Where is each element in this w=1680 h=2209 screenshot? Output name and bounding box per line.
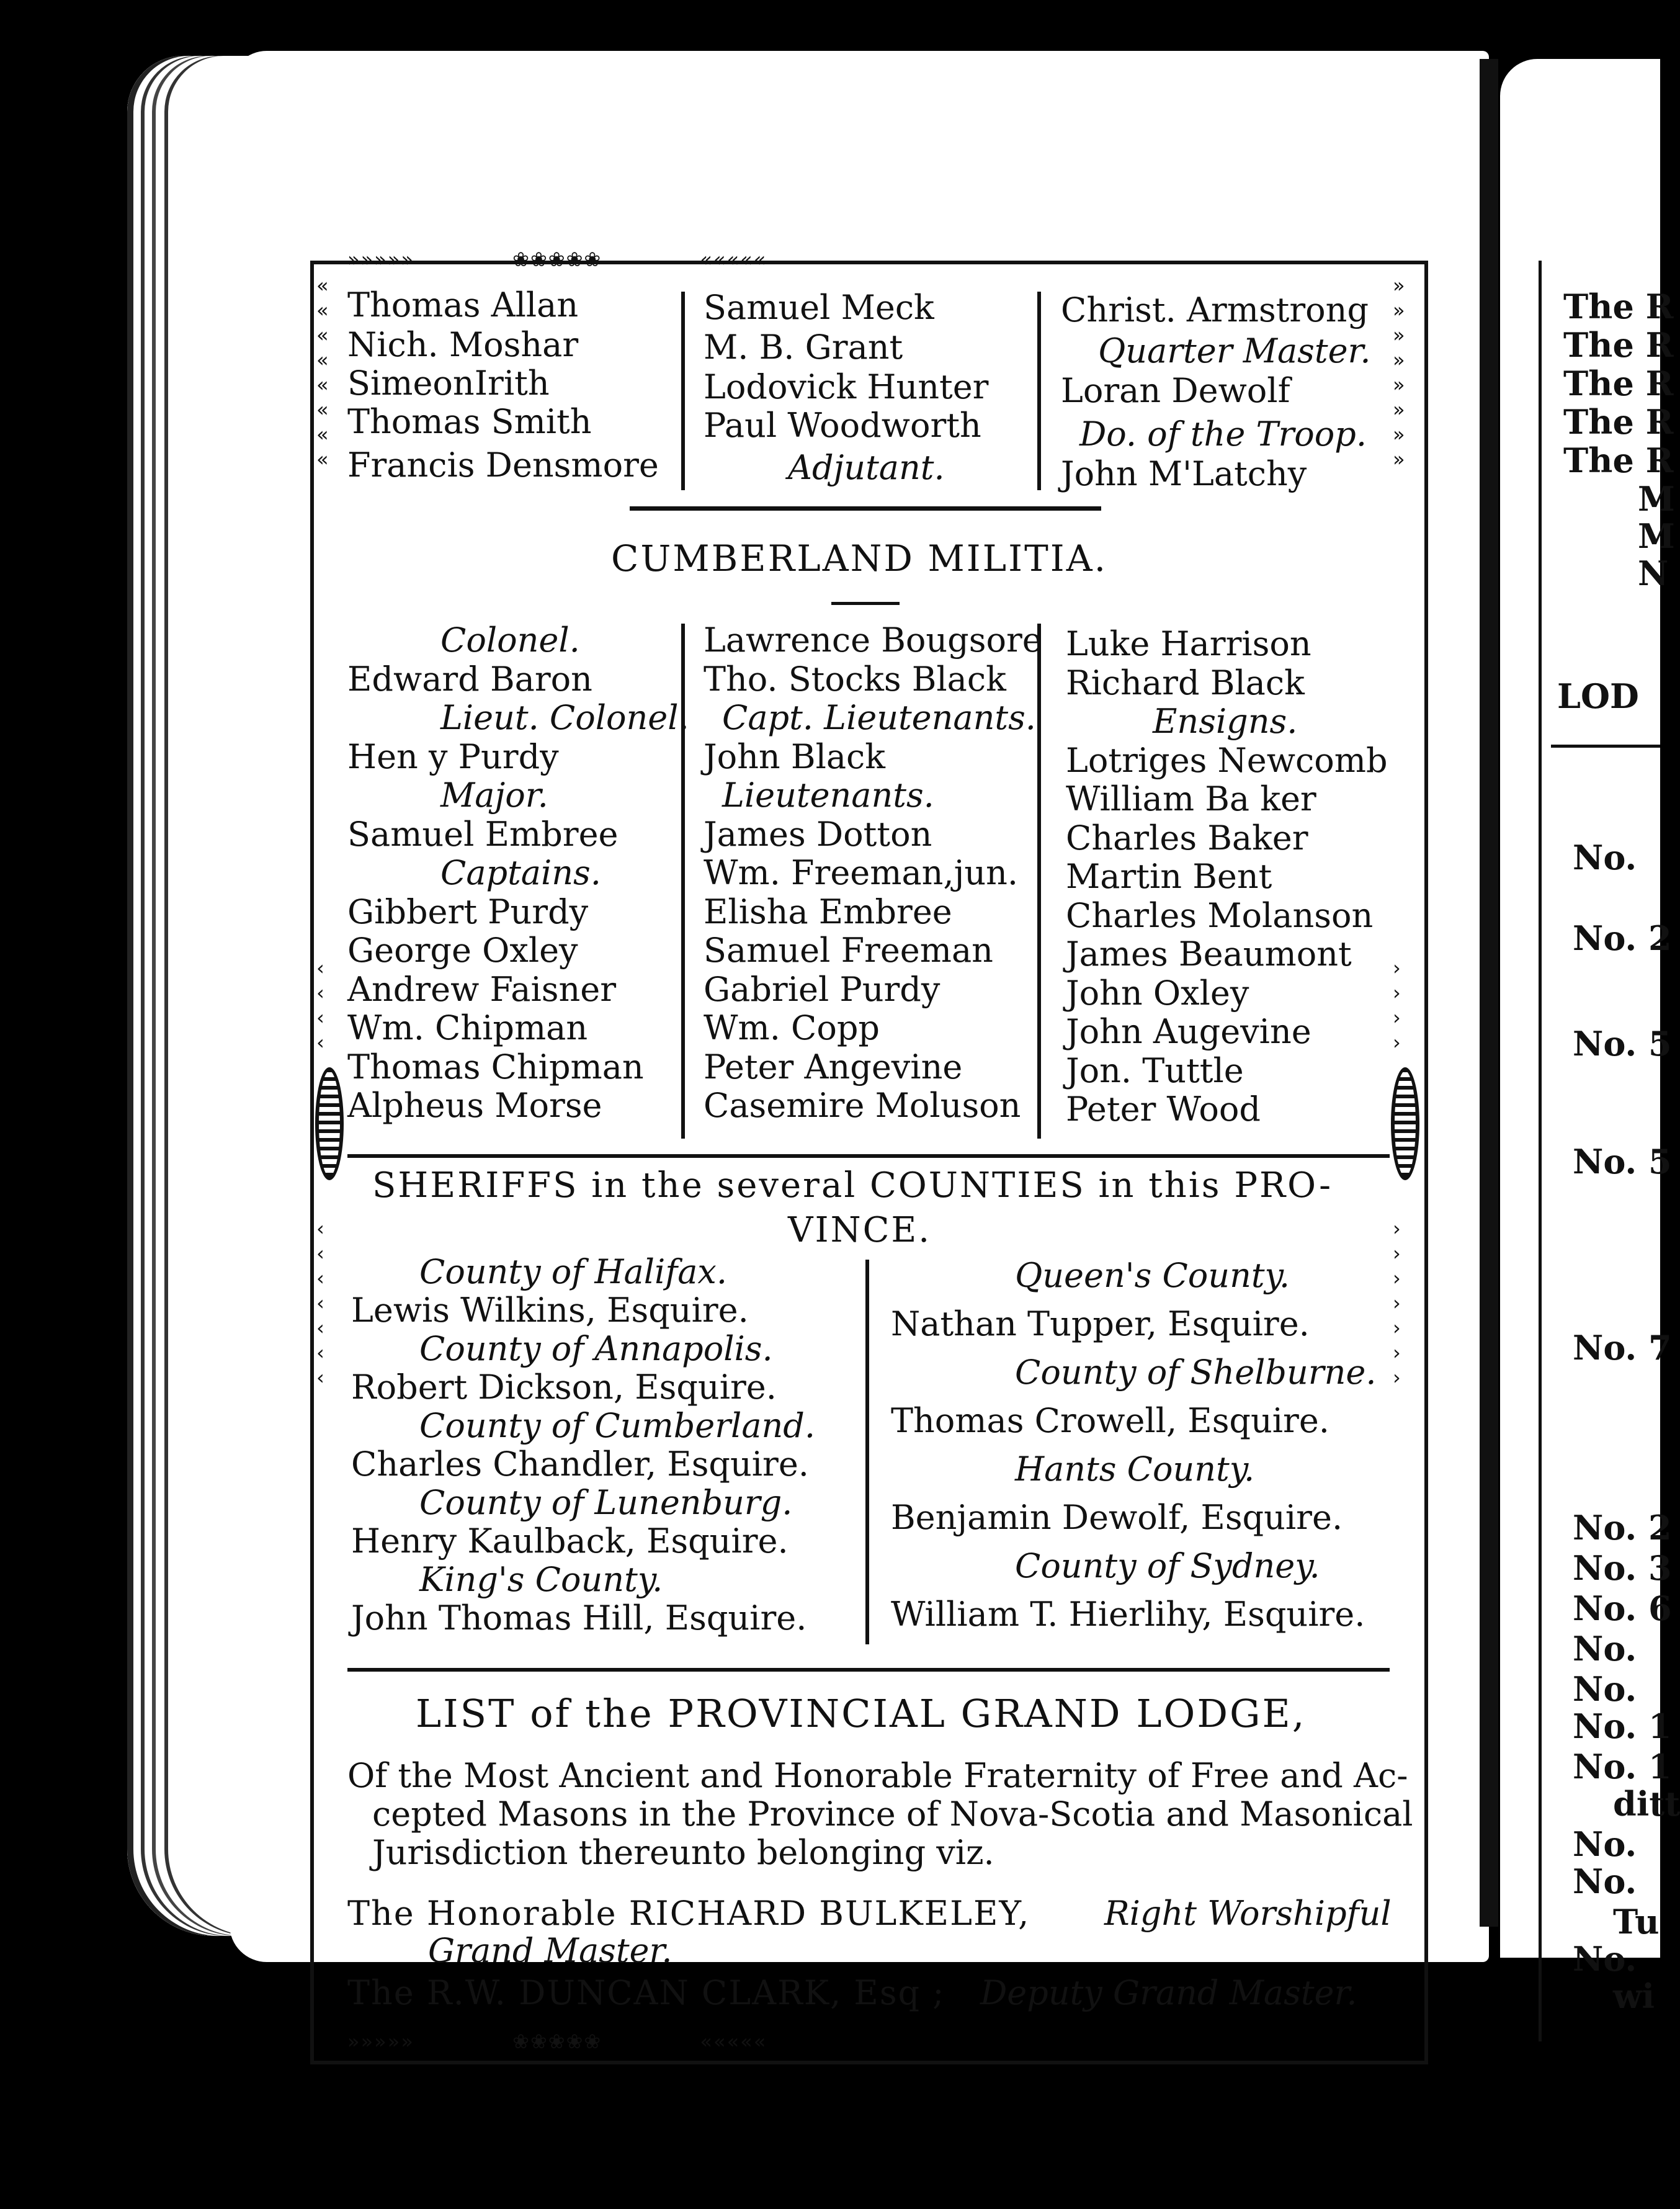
next-page-officer-line: The R bbox=[1563, 402, 1674, 442]
left-border-chevrons-bottom: ‹ ‹ ‹ ‹ ‹ ‹ ‹ bbox=[316, 1217, 326, 1389]
name-entry: Thomas Allan bbox=[347, 285, 579, 325]
sheriff-name: Henry Kaulback, Esquire. bbox=[351, 1521, 789, 1561]
next-page-lodge-number: No. 2 bbox=[1573, 918, 1672, 958]
next-page-lodge-heading: LOD bbox=[1557, 676, 1639, 716]
militia-name: George Oxley bbox=[347, 931, 578, 970]
right-border-chevrons: » » » » » » » » bbox=[1393, 274, 1406, 471]
column-divider bbox=[1037, 624, 1041, 1139]
militia-name: Tho. Stocks Black bbox=[704, 659, 1006, 699]
next-page-lodge-number: No. bbox=[1573, 838, 1637, 877]
next-page-m-line: M bbox=[1638, 516, 1675, 556]
name-entry: Francis Densmore bbox=[347, 446, 659, 485]
militia-name: Lawrence Bougsore bbox=[704, 621, 1042, 660]
militia-name: James Beaumont bbox=[1066, 934, 1352, 974]
militia-name: Lotriges Newcomb bbox=[1066, 740, 1388, 780]
rank-title: King's County. bbox=[419, 1560, 663, 1599]
rank-title: Do. of the Troop. bbox=[1079, 414, 1367, 454]
column-divider bbox=[865, 1260, 869, 1644]
right-border-chevrons-bottom: › › › › › › › bbox=[1393, 1217, 1402, 1389]
name-entry: Paul Woodworth bbox=[704, 406, 981, 445]
rank-title: Queen's County. bbox=[1015, 1256, 1290, 1295]
name-entry: Loran Dewolf bbox=[1061, 371, 1290, 410]
grand-master-title-cont: Grand Master. bbox=[428, 1931, 672, 1970]
name-entry: Nich. Moshar bbox=[347, 325, 579, 364]
rank-title: Capt. Lieutenants. bbox=[722, 698, 1036, 737]
right-oval-ornament bbox=[1391, 1067, 1419, 1180]
militia-name: Charles Baker bbox=[1066, 818, 1308, 858]
militia-name: Andrew Faisner bbox=[347, 969, 617, 1009]
book-gutter bbox=[1480, 59, 1498, 1927]
rank-title: Hants County. bbox=[1015, 1450, 1255, 1489]
sheriffs-heading: SHERIFFS in the several COUNTIES in this PRO- bbox=[372, 1165, 1333, 1206]
militia-name: Elisha Embree bbox=[704, 892, 952, 931]
right-border-chevrons-lower: › › › › bbox=[1393, 956, 1402, 1054]
next-page-lodge-number: No. bbox=[1573, 1629, 1637, 1669]
cumberland-militia-heading: CUMBERLAND MILITIA. bbox=[611, 537, 1108, 580]
next-page-officer-line: The R bbox=[1563, 325, 1674, 365]
militia-name: Edward Baron bbox=[347, 659, 592, 699]
next-page-rule bbox=[1551, 745, 1660, 748]
next-page-lodge-number: No. 2 bbox=[1573, 1508, 1672, 1548]
next-page-lodge-number: No. 5 bbox=[1573, 1024, 1672, 1064]
sheriff-name: Thomas Crowell, Esquire. bbox=[891, 1401, 1329, 1440]
name-entry: Thomas Smith bbox=[347, 402, 592, 441]
rank-title: Quarter Master. bbox=[1098, 331, 1371, 370]
militia-name: John Augevine bbox=[1066, 1012, 1311, 1051]
lodge-paragraph-line: cepted Masons in the Province of Nova-Scotia and Masonical bbox=[372, 1795, 1413, 1834]
deputy-grand-master-line: The R.W. DUNCAN CLARK, Esq ; bbox=[347, 1973, 945, 2012]
sheriff-name: Lewis Wilkins, Esquire. bbox=[351, 1291, 749, 1330]
column-divider bbox=[1037, 292, 1041, 490]
next-page-lodge-number: No. 3 bbox=[1573, 1548, 1672, 1588]
next-page-lodge-number: No. 6 bbox=[1573, 1588, 1672, 1628]
lodge-paragraph-line: Jurisdiction thereunto belonging viz. bbox=[372, 1833, 994, 1872]
section-rule bbox=[630, 506, 1101, 511]
name-entry: M. B. Grant bbox=[704, 328, 903, 367]
rank-title: County of Lunenburg. bbox=[419, 1483, 793, 1522]
left-oval-ornament bbox=[315, 1067, 344, 1180]
rank-title: Captains. bbox=[440, 853, 601, 892]
militia-name: Luke Harrison bbox=[1066, 624, 1311, 663]
section-rule bbox=[347, 1154, 1390, 1158]
top-border-ornament: »»»»» ❀❀❀❀❀ ««««« bbox=[347, 248, 767, 271]
column-divider bbox=[681, 292, 685, 490]
heading-underline bbox=[831, 602, 900, 605]
grand-lodge-heading: LIST of the PROVINCIAL GRAND LODGE, bbox=[416, 1691, 1307, 1736]
militia-name: John Oxley bbox=[1066, 973, 1249, 1013]
sheriff-name: Charles Chandler, Esquire. bbox=[351, 1445, 809, 1484]
militia-name: James Dotton bbox=[704, 814, 932, 854]
next-page-m-line: M bbox=[1638, 479, 1675, 519]
name-entry: Lodovick Hunter bbox=[704, 367, 989, 406]
rank-title: Colonel. bbox=[440, 621, 580, 660]
next-page-lodge-number: No. 7 bbox=[1573, 1328, 1672, 1368]
militia-name: Martin Bent bbox=[1066, 857, 1272, 896]
next-page-officer-line: The R bbox=[1563, 441, 1674, 480]
militia-name: Hen y Purdy bbox=[347, 737, 559, 776]
militia-name: Richard Black bbox=[1066, 663, 1305, 702]
name-entry: SimeonIrith bbox=[347, 364, 550, 403]
left-border-chevrons: « « « « « « « « bbox=[316, 274, 330, 471]
rank-title: Lieut. Colonel. bbox=[440, 698, 689, 737]
militia-name: Wm. Chipman bbox=[347, 1008, 588, 1047]
sheriffs-heading-cont: VINCE. bbox=[788, 1210, 932, 1250]
next-page-officer-line: The R bbox=[1563, 364, 1674, 403]
militia-name: Samuel Freeman bbox=[704, 931, 993, 970]
next-page-lodge-number: No. 1 bbox=[1573, 1747, 1672, 1786]
sheriff-name: Benjamin Dewolf, Esquire. bbox=[891, 1498, 1343, 1537]
bottom-border-ornament: »»»»» ❀❀❀❀❀ ««««« bbox=[347, 2030, 767, 2053]
militia-name: Gabriel Purdy bbox=[704, 969, 941, 1009]
next-page-lodge-number: No. bbox=[1573, 1824, 1637, 1864]
name-entry: Samuel Meck bbox=[704, 288, 934, 327]
section-rule bbox=[347, 1668, 1390, 1672]
rank-title: Lieutenants. bbox=[722, 776, 934, 815]
rank-title: County of Annapolis. bbox=[419, 1329, 773, 1368]
next-page-lodge-number: No. 5 bbox=[1573, 1142, 1672, 1181]
militia-name: John Black bbox=[704, 737, 885, 776]
militia-name: Samuel Embree bbox=[347, 814, 619, 854]
rank-title: County of Halifax. bbox=[419, 1252, 728, 1291]
militia-name: Jon. Tuttle bbox=[1066, 1051, 1244, 1090]
militia-name: Alpheus Morse bbox=[347, 1086, 602, 1125]
grand-master-title: Right Worshipful bbox=[1104, 1894, 1392, 1933]
militia-name: Thomas Chipman bbox=[347, 1047, 644, 1087]
militia-name: Peter Angevine bbox=[704, 1047, 963, 1087]
rank-title: County of Sydney. bbox=[1015, 1546, 1320, 1585]
militia-name: Wm. Copp bbox=[704, 1008, 880, 1047]
next-page-lodge-number: ditt bbox=[1613, 1784, 1680, 1824]
next-page-lodge-number: No. bbox=[1573, 1862, 1637, 1901]
militia-name: Wm. Freeman,jun. bbox=[704, 853, 1019, 892]
next-page-lodge-number: wi bbox=[1613, 1976, 1655, 2016]
sheriff-name: William T. Hierlihy, Esquire. bbox=[891, 1595, 1365, 1634]
name-entry: John M'Latchy bbox=[1061, 454, 1307, 493]
rank-title: County of Shelburne. bbox=[1015, 1353, 1377, 1392]
sheriff-name: Nathan Tupper, Esquire. bbox=[891, 1304, 1310, 1343]
rank-title: County of Cumberland. bbox=[419, 1406, 816, 1445]
militia-name: Peter Wood bbox=[1066, 1090, 1261, 1129]
militia-name: Charles Molanson bbox=[1066, 895, 1374, 935]
next-page-m-line: N bbox=[1638, 553, 1669, 593]
lodge-paragraph-line: Of the Most Ancient and Honorable Fraternity of Free and Ac- bbox=[347, 1756, 1408, 1795]
deputy-grand-master-title: Deputy Grand Master. bbox=[980, 1973, 1357, 2012]
grand-master-line: The Honorable RICHARD BULKELEY, bbox=[347, 1894, 1030, 1933]
militia-name: William Ba ker bbox=[1066, 779, 1316, 818]
militia-name: Casemire Moluson bbox=[704, 1086, 1021, 1125]
name-entry: Christ. Armstrong bbox=[1061, 290, 1369, 329]
next-page-officer-line: The R bbox=[1563, 287, 1674, 326]
rank-title: Major. bbox=[440, 776, 548, 815]
next-page-lodge-number: No. bbox=[1573, 1939, 1637, 1979]
rank-title: Adjutant. bbox=[788, 448, 945, 487]
sheriff-name: Robert Dickson, Esquire. bbox=[351, 1368, 777, 1407]
next-page-lodge-number: No. 1 bbox=[1573, 1706, 1672, 1746]
next-page-lodge-number: No. bbox=[1573, 1669, 1637, 1709]
rank-title: Ensigns. bbox=[1153, 702, 1298, 741]
sheriff-name: John Thomas Hill, Esquire. bbox=[351, 1598, 807, 1638]
left-border-chevrons-lower: ‹ ‹ ‹ ‹ bbox=[316, 956, 326, 1054]
militia-name: Gibbert Purdy bbox=[347, 892, 589, 931]
next-page-lodge-number: Tu bbox=[1613, 1902, 1660, 1942]
